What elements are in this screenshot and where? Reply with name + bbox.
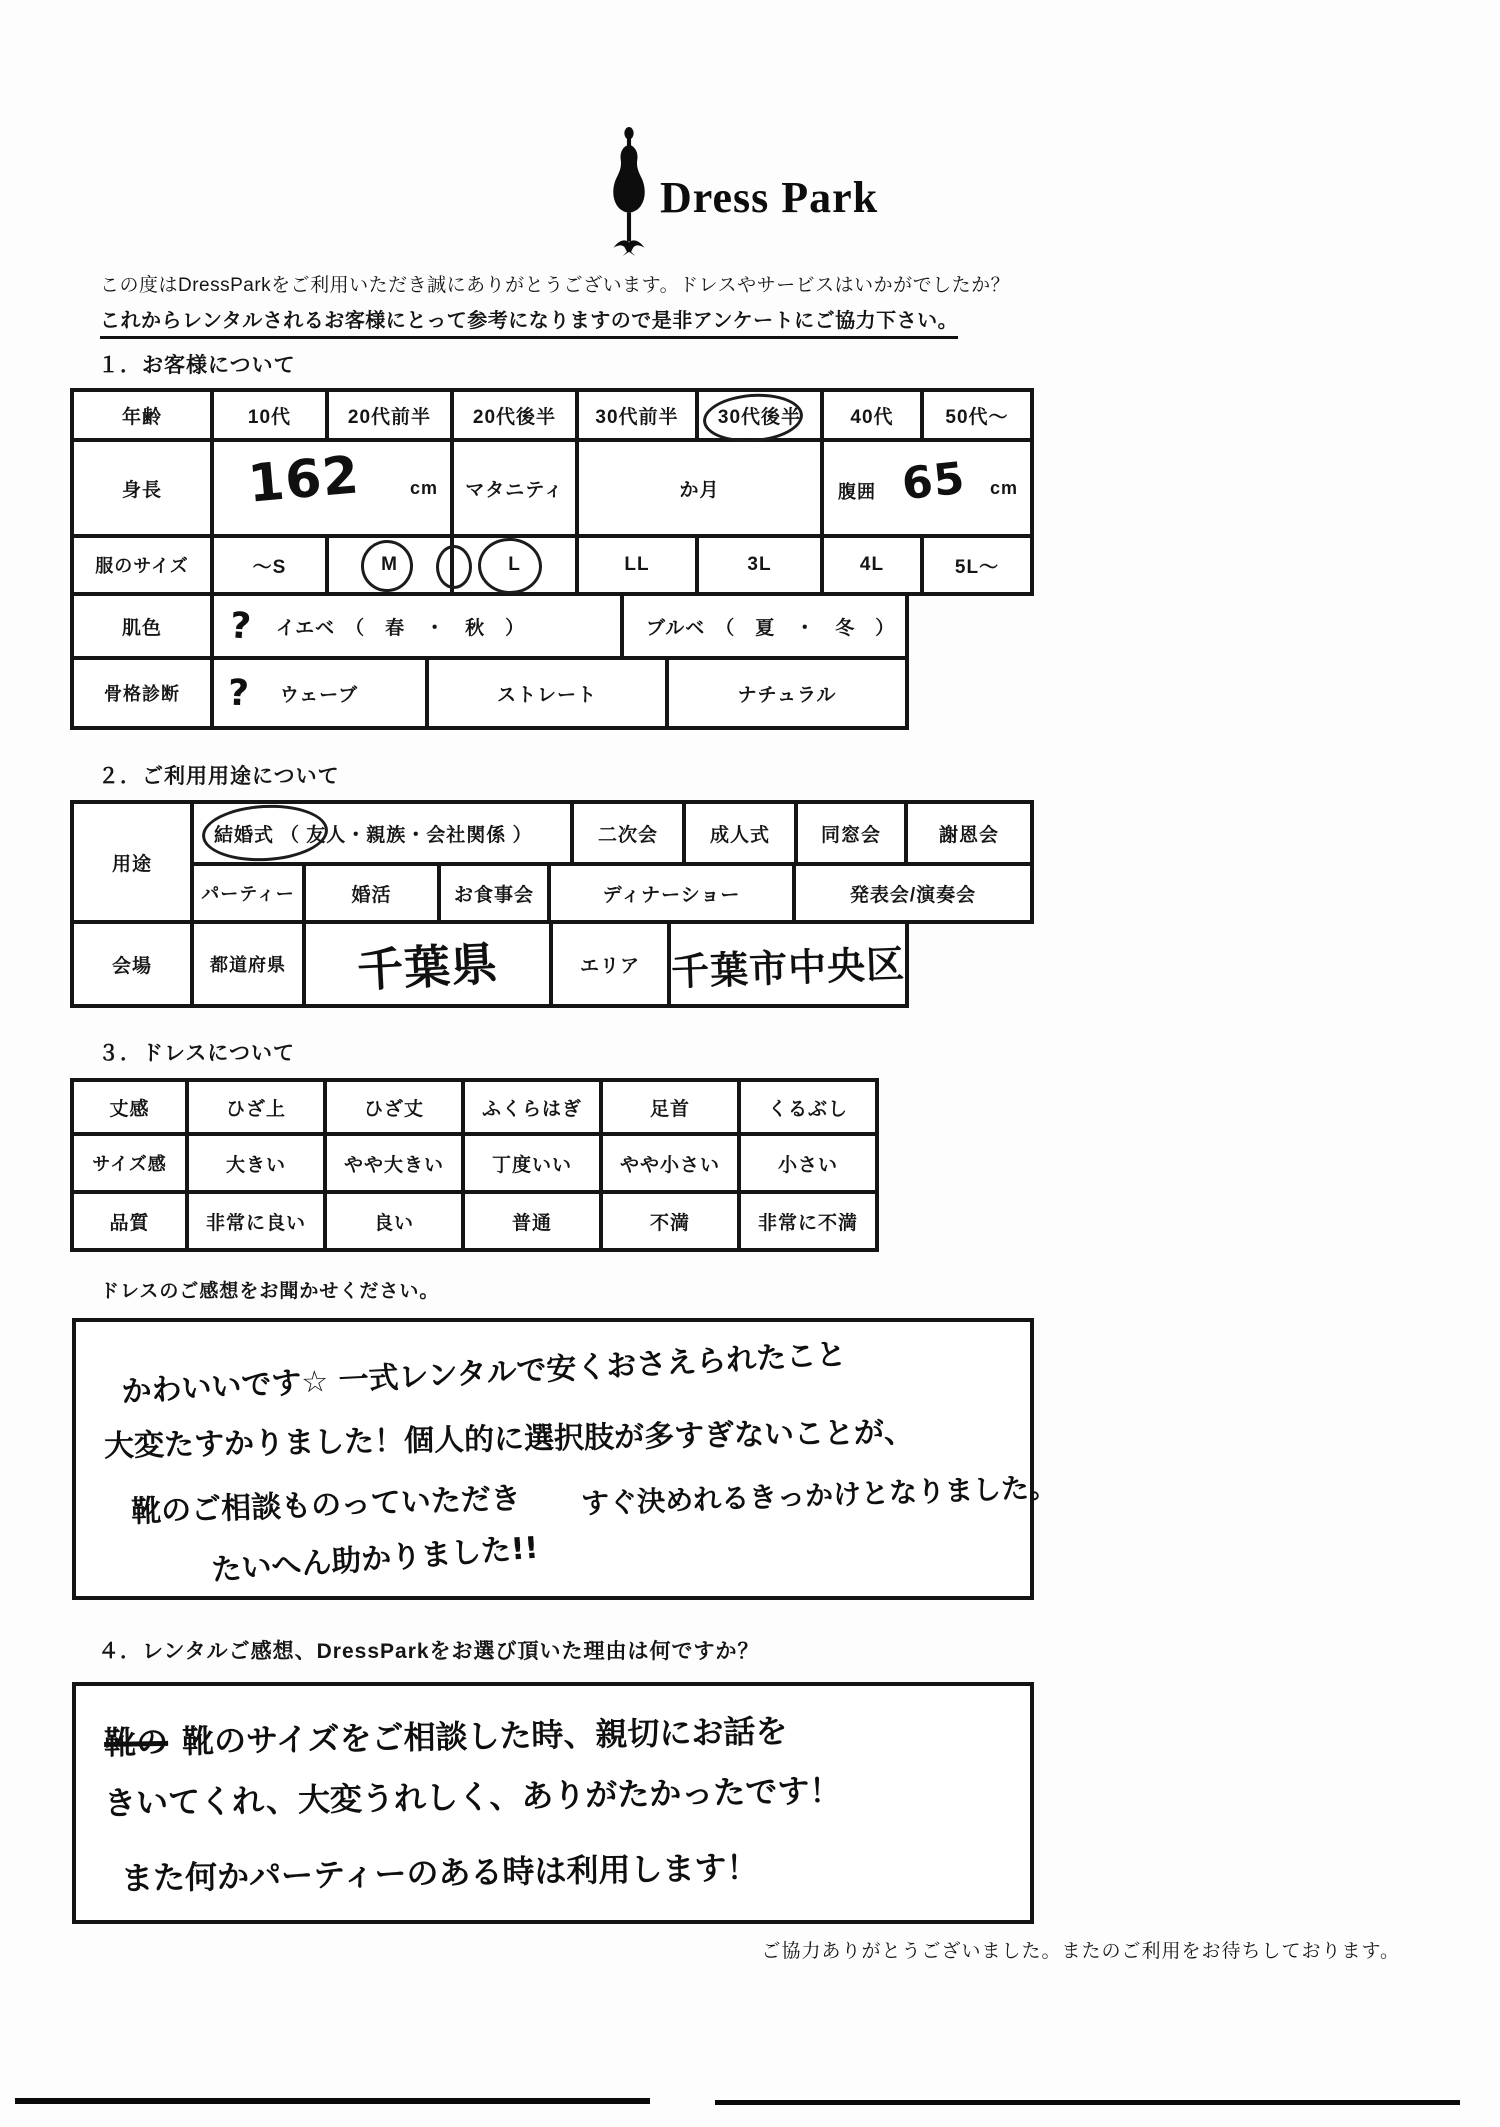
frame-option-cell: ストレート bbox=[429, 660, 669, 730]
handwritten-line: たいへん助かりました!! bbox=[210, 1530, 540, 1589]
section4-heading: ４．レンタルご感想、DressParkをお選び頂いた理由は何ですか？ bbox=[98, 1640, 760, 1663]
usage-option-cell: パーティー bbox=[194, 866, 306, 924]
age-option-cell: 20代後半 bbox=[454, 392, 579, 442]
waist-unit: cm bbox=[989, 478, 1018, 498]
section2-heading: ２．ご利用用途について bbox=[98, 765, 340, 788]
size-option-cell-selected: L bbox=[454, 538, 579, 596]
area-value-cell bbox=[671, 924, 909, 1008]
quality-option-cell: 不満 bbox=[603, 1194, 741, 1252]
fit-option-cell: 大きい bbox=[189, 1136, 327, 1194]
frame-option-cell: ? ウェーブ bbox=[214, 660, 429, 730]
handwritten-line: 靴の 靴のサイズをご相談した時、親切にお話を bbox=[103, 1712, 788, 1762]
size-option-cell: 3L bbox=[699, 538, 824, 596]
fit-option-cell: 丁度いい bbox=[465, 1136, 603, 1194]
quality-option-cell: 非常に良い bbox=[189, 1194, 327, 1252]
size-option-cell: 5L～ bbox=[924, 538, 1034, 596]
venue-label-cell: 会場 bbox=[74, 924, 194, 1008]
length-option-cell: ひざ上 bbox=[189, 1082, 327, 1136]
dress-feedback-box bbox=[72, 1318, 1058, 1600]
age-option-cell: 20代前半 bbox=[329, 392, 454, 442]
usage-option-cell: 婚活 bbox=[306, 866, 441, 924]
fit-option-cell: 小さい bbox=[741, 1136, 879, 1194]
usage-option-cell: 成人式 bbox=[686, 804, 798, 866]
handwritten-question-mark: ? bbox=[227, 672, 251, 714]
reason-feedback-box bbox=[72, 1682, 1034, 1924]
usage-label-cell: 用途 bbox=[74, 804, 194, 924]
length-option-cell: ふくらはぎ bbox=[465, 1082, 603, 1136]
waist-cell bbox=[824, 442, 1034, 538]
skin-tone-row bbox=[70, 596, 1034, 660]
dress-table bbox=[70, 1078, 879, 1252]
fit-option-cell: やや小さい bbox=[603, 1136, 741, 1194]
maternity-months-cell: か月 bbox=[579, 442, 824, 538]
age-label-cell: 年齢 bbox=[74, 392, 214, 442]
crossed-out-text: 靴の bbox=[103, 1722, 169, 1762]
usage-option-cell: 二次会 bbox=[574, 804, 686, 866]
skin-option-blue-cell: ブルベ （ 夏 ・ 冬 ） bbox=[624, 596, 909, 660]
prefecture-value-cell bbox=[306, 924, 553, 1008]
intro-line1: この度はDressParkをご利用いただき誠にありがとうございます。ドレスやサービスはいかがでしたか？ bbox=[100, 275, 1011, 296]
handwritten-question-mark: ? bbox=[228, 604, 254, 648]
size-option-cell: 4L bbox=[824, 538, 924, 596]
length-option-cell: ひざ丈 bbox=[327, 1082, 465, 1136]
dress-quality-row bbox=[70, 1194, 879, 1252]
quality-option-cell: 非常に不満 bbox=[741, 1194, 879, 1252]
customer-table bbox=[70, 388, 1034, 730]
prefecture-label-cell: 都道府県 bbox=[194, 924, 306, 1008]
handwritten-waist: 65 bbox=[899, 452, 968, 511]
frame-option-cell: ナチュラル bbox=[669, 660, 909, 730]
section3-heading: ３．ドレスについて bbox=[98, 1042, 295, 1065]
intro-line2: これからレンタルされるお客様にとって参考になりますので是非アンケートにご協力下さい。 bbox=[100, 304, 958, 339]
dress-feedback-prompt: ドレスのご感想をお聞かせください。 bbox=[100, 1281, 440, 1302]
waist-label: 腹囲 bbox=[838, 482, 876, 502]
area-label-cell: エリア bbox=[553, 924, 671, 1008]
height-value-cell bbox=[214, 442, 454, 538]
size-label-cell: 服のサイズ bbox=[74, 538, 214, 596]
clothing-size-row bbox=[70, 538, 1034, 596]
usage-option-wedding-cell: 結婚式 （ 友人・親族・会社関係 ） bbox=[194, 804, 574, 866]
fit-option-cell: やや大きい bbox=[327, 1136, 465, 1194]
usage-row-2 bbox=[194, 866, 1034, 924]
age-option-cell-selected: 30代後半 bbox=[699, 392, 824, 442]
age-row bbox=[70, 388, 1034, 442]
logo bbox=[608, 126, 878, 258]
usage-option-cell: 謝恩会 bbox=[908, 804, 1034, 866]
handwritten-line: きいてくれ、大変うれしく、ありがたかったです！ bbox=[103, 1771, 842, 1823]
frame-diagnosis-row bbox=[70, 660, 1034, 730]
usage-option-cell: お食事会 bbox=[441, 866, 551, 924]
venue-row bbox=[70, 924, 1034, 1008]
usage-option-cell: ディナーショー bbox=[551, 866, 796, 924]
age-option-cell: 50代～ bbox=[924, 392, 1034, 442]
section1-heading: １．お客様について bbox=[98, 354, 296, 377]
maternity-cell: マタニティ bbox=[454, 442, 579, 538]
age-option-cell: 30代前半 bbox=[579, 392, 699, 442]
dress-form-icon bbox=[608, 126, 650, 258]
logo-text: Dress Park bbox=[660, 173, 879, 222]
height-label-cell: 身長 bbox=[74, 442, 214, 538]
footer-thanks: ご協力ありがとうございました。またのご利用をお待ちしております。 bbox=[761, 1941, 1400, 1962]
height-row bbox=[70, 442, 1034, 538]
handwritten-prefecture: 千葉県 bbox=[355, 936, 500, 998]
age-option-cell: 10代 bbox=[214, 392, 329, 442]
scan-artifact-line bbox=[15, 2098, 650, 2104]
frame-label-cell: 骨格診断 bbox=[74, 660, 214, 730]
handwritten-line: また何かパーティーのある時は利用します！ bbox=[120, 1848, 759, 1898]
length-option-cell: くるぶし bbox=[741, 1082, 879, 1136]
length-label-cell: 丈感 bbox=[74, 1082, 189, 1136]
size-option-cell-selected: M bbox=[329, 538, 454, 596]
usage-table bbox=[70, 800, 1034, 1008]
fit-label-cell: サイズ感 bbox=[74, 1136, 189, 1194]
usage-row-1 bbox=[194, 804, 1034, 866]
usage-rows bbox=[70, 800, 1034, 924]
length-option-cell: 足首 bbox=[603, 1082, 741, 1136]
handwritten-line: 大変たすかりました！個人的に選択肢が多すぎないことが、 bbox=[103, 1414, 915, 1465]
skin-label-cell: 肌色 bbox=[74, 596, 214, 660]
quality-label-cell: 品質 bbox=[74, 1194, 189, 1252]
age-option-cell: 40代 bbox=[824, 392, 924, 442]
quality-option-cell: 良い bbox=[327, 1194, 465, 1252]
handwritten-height: 162 bbox=[245, 445, 362, 515]
size-option-cell: LL bbox=[579, 538, 699, 596]
handwritten-line: かわいいです☆ 一式レンタルで安くおさえられたこと bbox=[120, 1337, 847, 1410]
height-unit: cm bbox=[409, 478, 438, 498]
scan-artifact-line bbox=[715, 2100, 1460, 2105]
handwritten-line: 靴のご相談ものっていただき bbox=[130, 1481, 522, 1530]
size-option-cell: ～S bbox=[214, 538, 329, 596]
skin-option-yellow-cell: ? イエベ （ 春 ・ 秋 ） bbox=[214, 596, 624, 660]
handwritten-line: すぐ決めれるきっかけとなりました。 bbox=[580, 1470, 1058, 1521]
handwritten-area: 千葉市中央区 bbox=[670, 941, 906, 994]
dress-fit-row bbox=[70, 1136, 879, 1194]
usage-option-cell: 同窓会 bbox=[798, 804, 908, 866]
dress-length-row bbox=[70, 1078, 879, 1136]
usage-option-cell: 発表会/演奏会 bbox=[796, 866, 1034, 924]
quality-option-cell: 普通 bbox=[465, 1194, 603, 1252]
